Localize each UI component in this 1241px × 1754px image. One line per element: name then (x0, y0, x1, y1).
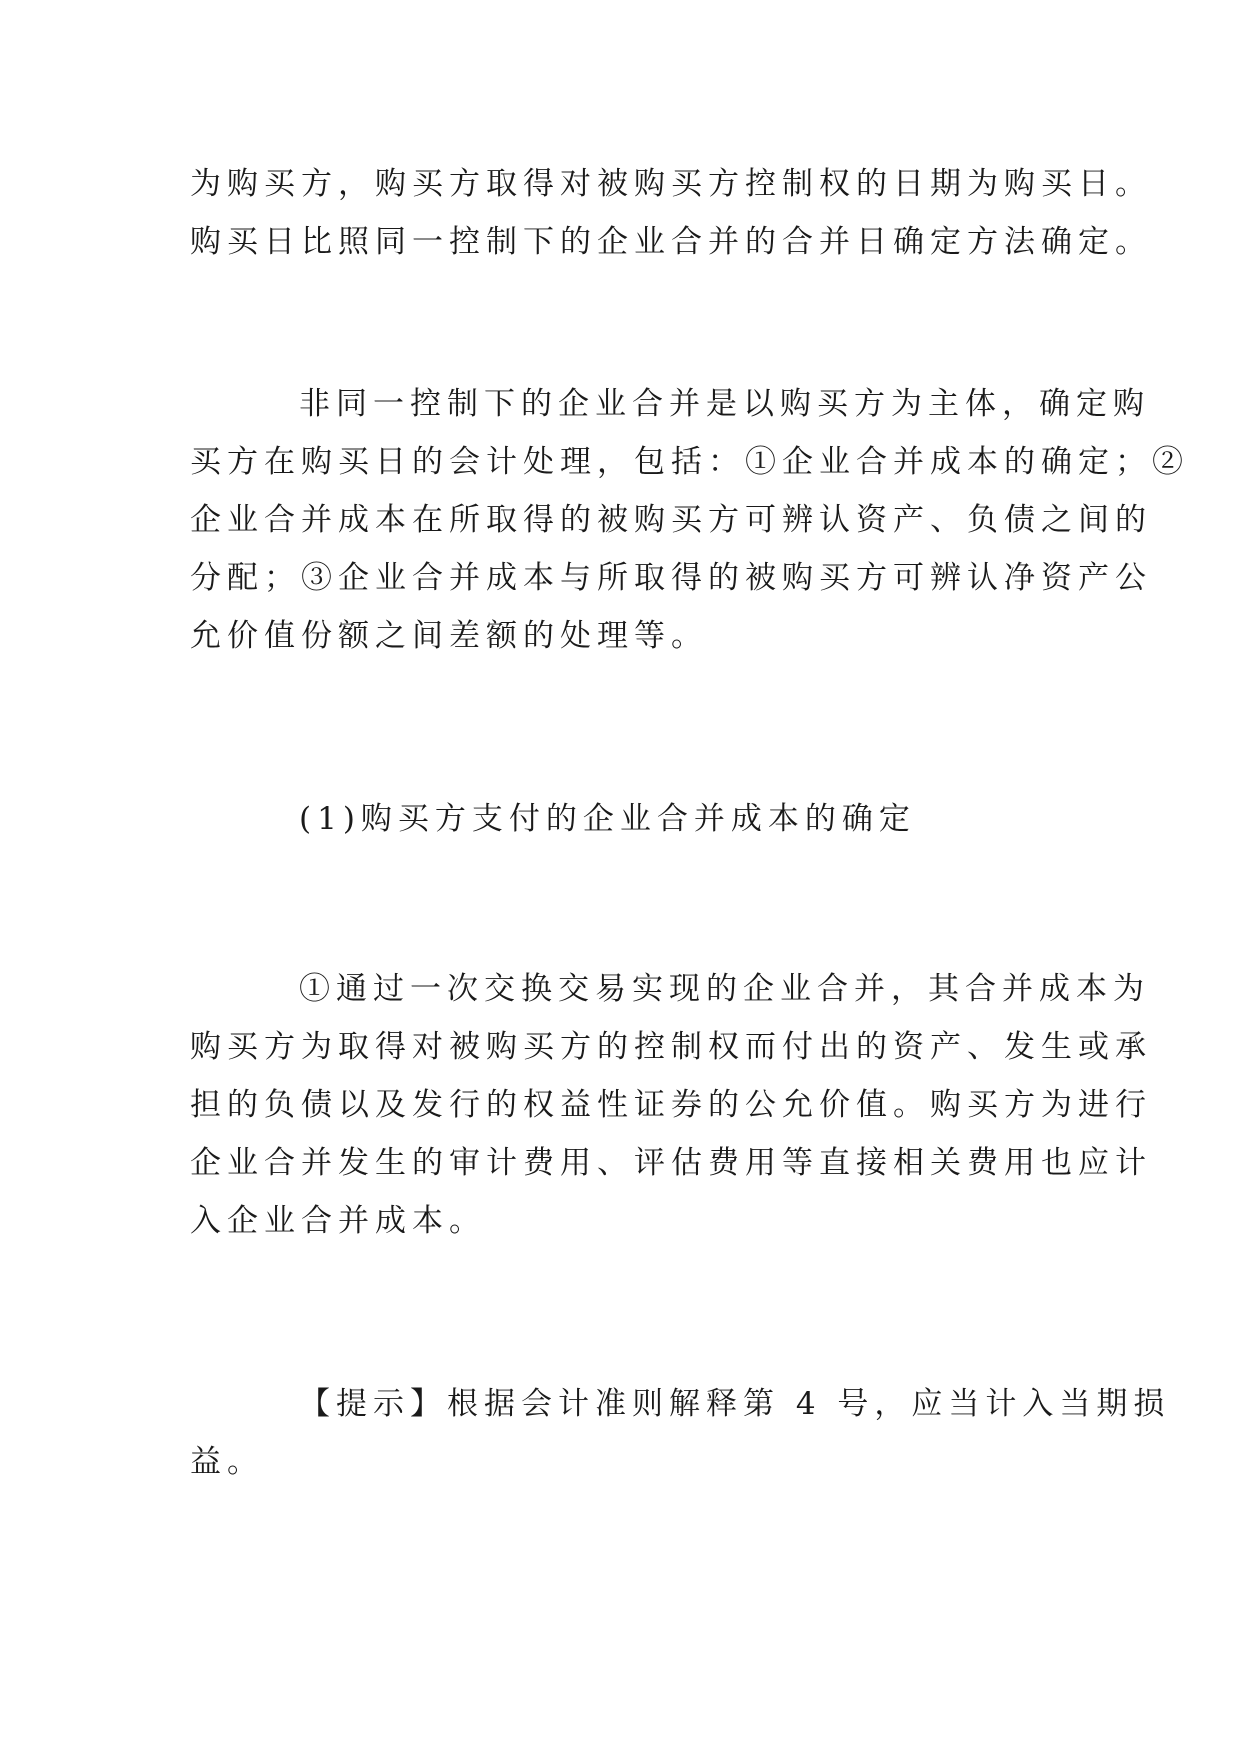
text-line: 非同一控制下的企业合并是以购买方为主体，确定购 (299, 386, 1150, 422)
text-line: 益。 (190, 1444, 264, 1480)
text-line: 买方在购买日的会计处理，包括：①企业合并成本的确定；② (190, 444, 1189, 480)
text-line: 允价值份额之间差额的处理等。 (190, 618, 708, 654)
paragraph-combination-cost (190, 960, 1152, 1250)
text-line: 购买方为取得对被购买方的控制权而付出的资产、发生或承 (190, 1029, 1152, 1065)
paragraph-tip (190, 1375, 1171, 1491)
text-line: 企业合并成本在所取得的被购买方可辨认资产、负债之间的 (190, 502, 1152, 538)
text-line: 分配；③企业合并成本与所取得的被购买方可辨认净资产公 (190, 560, 1152, 596)
text-line: 企业合并发生的审计费用、评估费用等直接相关费用也应计 (190, 1145, 1152, 1181)
text-line: 购买日比照同一控制下的企业合并的合并日确定方法确定。 (190, 224, 1152, 260)
paragraph-purchase-date (190, 155, 1152, 271)
paragraph-accounting-treatment (190, 375, 1189, 665)
text-line: 【提示】根据会计准则解释第 4 号，应当计入当期损 (299, 1386, 1171, 1422)
heading-text: (1)购买方支付的企业合并成本的确定 (299, 801, 916, 837)
text-line: 入企业合并成本。 (190, 1203, 486, 1239)
text-line: ①通过一次交换交易实现的企业合并，其合并成本为 (299, 971, 1150, 1007)
text-line: 担的负债以及发行的权益性证券的公允价值。购买方为进行 (190, 1087, 1152, 1123)
section-heading (190, 790, 1070, 848)
text-line: 为购买方，购买方取得对被购买方控制权的日期为购买日。 (190, 166, 1152, 202)
